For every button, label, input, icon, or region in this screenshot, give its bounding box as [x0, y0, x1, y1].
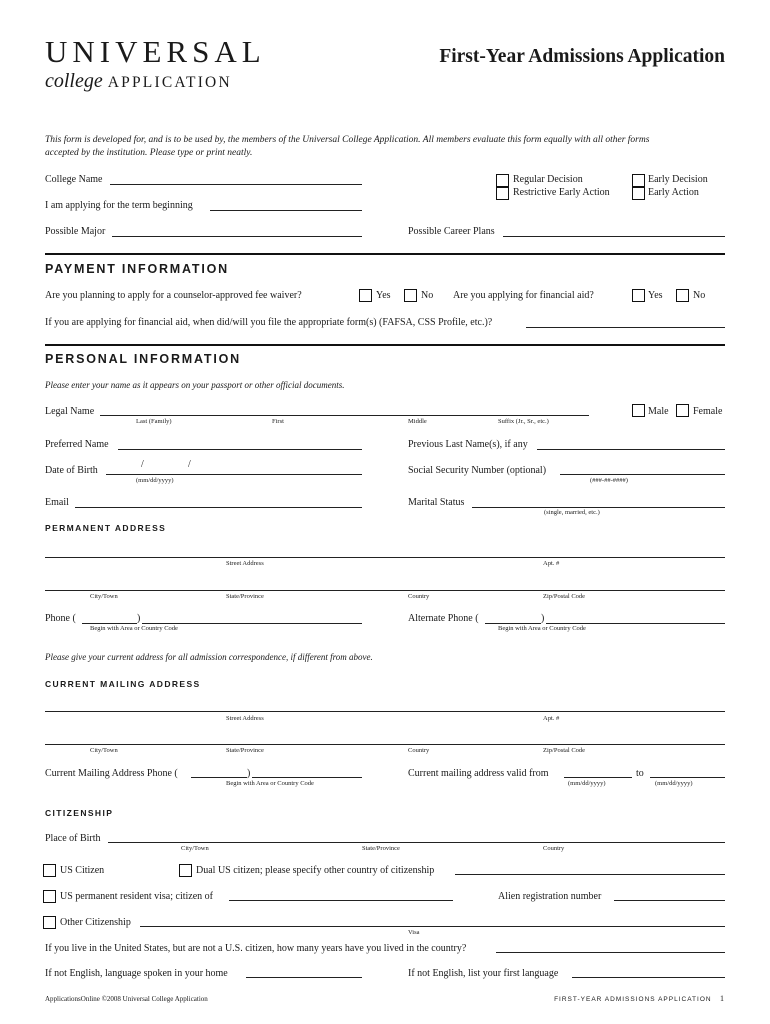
years-field[interactable] — [496, 952, 725, 953]
mailing-phone-label: Current Mailing Address Phone ( — [45, 768, 178, 779]
mailing-street-field[interactable] — [45, 711, 725, 712]
home-language-field[interactable] — [246, 977, 362, 978]
phone-field[interactable] — [142, 623, 362, 624]
dual-citizen-label: Dual US citizen; please specify other country of citizenship — [196, 865, 435, 876]
fee-waiver-yes-label: Yes — [376, 290, 391, 301]
mailing-phone-close-paren: ) — [247, 768, 251, 779]
valid-to-format-caption: (mm/dd/yyyy) — [655, 780, 693, 787]
country-caption: Country — [408, 593, 430, 600]
intro-line-1: This form is developed for, and is to be used by, the members of the Universal College Application. All members evaluate this form equally with all other forms — [45, 135, 650, 145]
term-label: I am applying for the term beginning — [45, 200, 193, 211]
other-citizenship-label: Other Citizenship — [60, 917, 131, 928]
dob-slash-2: / — [188, 459, 191, 470]
citizenship-heading: CITIZENSHIP — [45, 808, 114, 818]
term-field[interactable] — [210, 210, 362, 211]
valid-from-label: Current mailing address valid from — [408, 768, 549, 779]
alt-phone-field[interactable] — [546, 623, 725, 624]
dob-label: Date of Birth — [45, 465, 98, 476]
email-field[interactable] — [75, 507, 362, 508]
early-action-checkbox[interactable] — [632, 187, 645, 200]
first-language-field[interactable] — [572, 977, 725, 978]
mailing-country-caption: Country — [408, 747, 430, 754]
previous-name-field[interactable] — [537, 449, 725, 450]
years-question: If you live in the United States, but are not a U.S. citizen, how many years have you lived in the country? — [45, 943, 467, 954]
college-name-field[interactable] — [110, 184, 362, 185]
ssn-field[interactable] — [560, 474, 725, 475]
page-number: 1 — [720, 994, 725, 1003]
ssn-label: Social Security Number (optional) — [408, 465, 547, 476]
ssn-format-caption: (###-##-####) — [590, 477, 628, 484]
permanent-address-heading: PERMANENT ADDRESS — [45, 523, 167, 533]
us-citizen-label: US Citizen — [60, 865, 105, 876]
first-language-label: If not English, list your first language — [408, 968, 559, 979]
footer-title — [554, 994, 725, 1003]
regular-decision-checkbox[interactable] — [496, 174, 509, 187]
alt-phone-caption: Begin with Area or Country Code — [498, 625, 586, 632]
section-rule — [45, 253, 725, 255]
alt-phone-area-field[interactable] — [485, 623, 541, 624]
personal-heading: PERSONAL INFORMATION — [45, 352, 241, 366]
restrictive-early-action-checkbox[interactable] — [496, 187, 509, 200]
mailing-address-heading: CURRENT MAILING ADDRESS — [45, 679, 201, 689]
street-caption: Street Address — [226, 560, 264, 567]
financial-aid-yes-label: Yes — [648, 290, 663, 301]
alt-phone-close-paren: ) — [541, 613, 545, 624]
regular-decision-label: Regular Decision — [513, 174, 583, 185]
dual-citizen-checkbox[interactable] — [179, 864, 192, 877]
valid-from-format-caption: (mm/dd/yyyy) — [568, 780, 606, 787]
footer-copyright: ApplicationsOnline ©2008 Universal College Application — [45, 995, 208, 1003]
early-decision-label: Early Decision — [648, 174, 708, 185]
logo-universal: UNIVERSAL — [45, 34, 266, 69]
permanent-city-field[interactable] — [45, 590, 725, 591]
fee-waiver-no-checkbox[interactable] — [404, 289, 417, 302]
logo-college-application — [45, 70, 232, 93]
legal-name-field[interactable] — [100, 415, 589, 416]
fee-waiver-yes-checkbox[interactable] — [359, 289, 372, 302]
resident-citizen-of-field[interactable] — [229, 900, 453, 901]
marital-format-caption: (single, married, etc.) — [544, 509, 600, 516]
phone-close-paren: ) — [137, 613, 141, 624]
place-of-birth-label: Place of Birth — [45, 833, 101, 844]
previous-name-label: Previous Last Name(s), if any — [408, 439, 528, 450]
preferred-name-label: Preferred Name — [45, 439, 109, 450]
legal-name-label: Legal Name — [45, 406, 95, 417]
mailing-city-caption: City/Town — [90, 747, 118, 754]
preferred-name-field[interactable] — [118, 449, 362, 450]
mailing-note: Please give your current address for all admission correspondence, if different from above. — [45, 652, 373, 662]
logo-application: APPLICATION — [107, 74, 232, 91]
mailing-street-caption: Street Address — [226, 715, 264, 722]
male-checkbox[interactable] — [632, 404, 645, 417]
phone-area-field[interactable] — [82, 623, 137, 624]
place-of-birth-field[interactable] — [108, 842, 725, 843]
birth-state-caption: State/Province — [362, 845, 400, 852]
early-decision-checkbox[interactable] — [632, 174, 645, 187]
mailing-phone-field[interactable] — [252, 777, 362, 778]
home-language-label: If not English, language spoken in your home — [45, 968, 228, 979]
female-checkbox[interactable] — [676, 404, 689, 417]
alien-registration-label: Alien registration number — [498, 891, 602, 902]
financial-aid-yes-checkbox[interactable] — [632, 289, 645, 302]
permanent-resident-label: US permanent resident visa; citizen of — [60, 891, 214, 902]
logo-college: college — [45, 70, 103, 92]
major-field[interactable] — [112, 236, 362, 237]
valid-to-field[interactable] — [650, 777, 725, 778]
email-label: Email — [45, 497, 69, 508]
career-label: Possible Career Plans — [408, 226, 495, 237]
phone-caption: Begin with Area or Country Code — [90, 625, 178, 632]
dob-slash-1: / — [141, 459, 144, 470]
alien-registration-field[interactable] — [614, 900, 725, 901]
female-label: Female — [693, 406, 723, 417]
intro-line-2: accepted by the institution. Please type or print neatly. — [45, 148, 253, 158]
page-title: First-Year Admissions Application — [439, 46, 725, 67]
major-label: Possible Major — [45, 226, 106, 237]
dob-field[interactable] — [106, 474, 362, 475]
fee-waiver-no-label: No — [421, 290, 434, 301]
valid-from-field[interactable] — [564, 777, 632, 778]
marital-status-label: Marital Status — [408, 497, 465, 508]
dob-format-caption: (mm/dd/yyyy) — [136, 477, 174, 484]
birth-country-caption: Country — [543, 845, 565, 852]
footer-form-name: FIRST-YEAR ADMISSIONS APPLICATION — [554, 996, 712, 1003]
aid-file-question: If you are applying for financial aid, when did/will you file the appropriate form(s) (FAFSA, CSS Profile, etc.)? — [45, 317, 493, 328]
other-citizenship-field[interactable] — [140, 926, 725, 927]
aid-file-field[interactable] — [526, 327, 725, 328]
middle-name-caption: Middle — [408, 418, 427, 425]
payment-heading: PAYMENT INFORMATION — [45, 262, 229, 276]
mailing-phone-area-field[interactable] — [191, 777, 247, 778]
financial-aid-question: Are you applying for financial aid? — [453, 290, 594, 301]
fee-waiver-question: Are you planning to apply for a counselor-approved fee waiver? — [45, 290, 302, 301]
last-name-caption: Last (Family) — [136, 418, 172, 425]
college-name-label: College Name — [45, 174, 103, 185]
career-field[interactable] — [503, 236, 725, 237]
mailing-zip-caption: Zip/Postal Code — [543, 747, 586, 754]
us-citizen-checkbox[interactable] — [43, 864, 56, 877]
restrictive-early-action-label: Restrictive Early Action — [513, 187, 610, 198]
mailing-city-field[interactable] — [45, 744, 725, 745]
dual-citizen-field[interactable] — [455, 874, 725, 875]
alt-phone-label: Alternate Phone ( — [408, 613, 479, 624]
phone-label: Phone ( — [45, 613, 76, 624]
financial-aid-no-checkbox[interactable] — [676, 289, 689, 302]
early-action-label: Early Action — [648, 187, 699, 198]
state-caption: State/Province — [226, 593, 264, 600]
male-label: Male — [648, 406, 669, 417]
permanent-street-field[interactable] — [45, 557, 725, 558]
zip-caption: Zip/Postal Code — [543, 593, 586, 600]
apt-caption: Apt. # — [543, 560, 560, 567]
suffix-caption: Suffix (Jr., Sr., etc.) — [498, 418, 549, 425]
mailing-state-caption: State/Province — [226, 747, 264, 754]
city-caption: City/Town — [90, 593, 118, 600]
birth-city-caption: City/Town — [181, 845, 209, 852]
section-rule — [45, 344, 725, 346]
mailing-phone-caption: Begin with Area or Country Code — [226, 780, 314, 787]
mailing-apt-caption: Apt. # — [543, 715, 560, 722]
permanent-resident-checkbox[interactable] — [43, 890, 56, 903]
valid-to-label: to — [636, 768, 644, 779]
name-note: Please enter your name as it appears on your passport or other official documents. — [45, 380, 345, 390]
first-name-caption: First — [272, 418, 284, 425]
visa-caption: Visa — [408, 929, 420, 936]
marital-status-field[interactable] — [472, 507, 725, 508]
financial-aid-no-label: No — [693, 290, 706, 301]
other-citizenship-checkbox[interactable] — [43, 916, 56, 929]
